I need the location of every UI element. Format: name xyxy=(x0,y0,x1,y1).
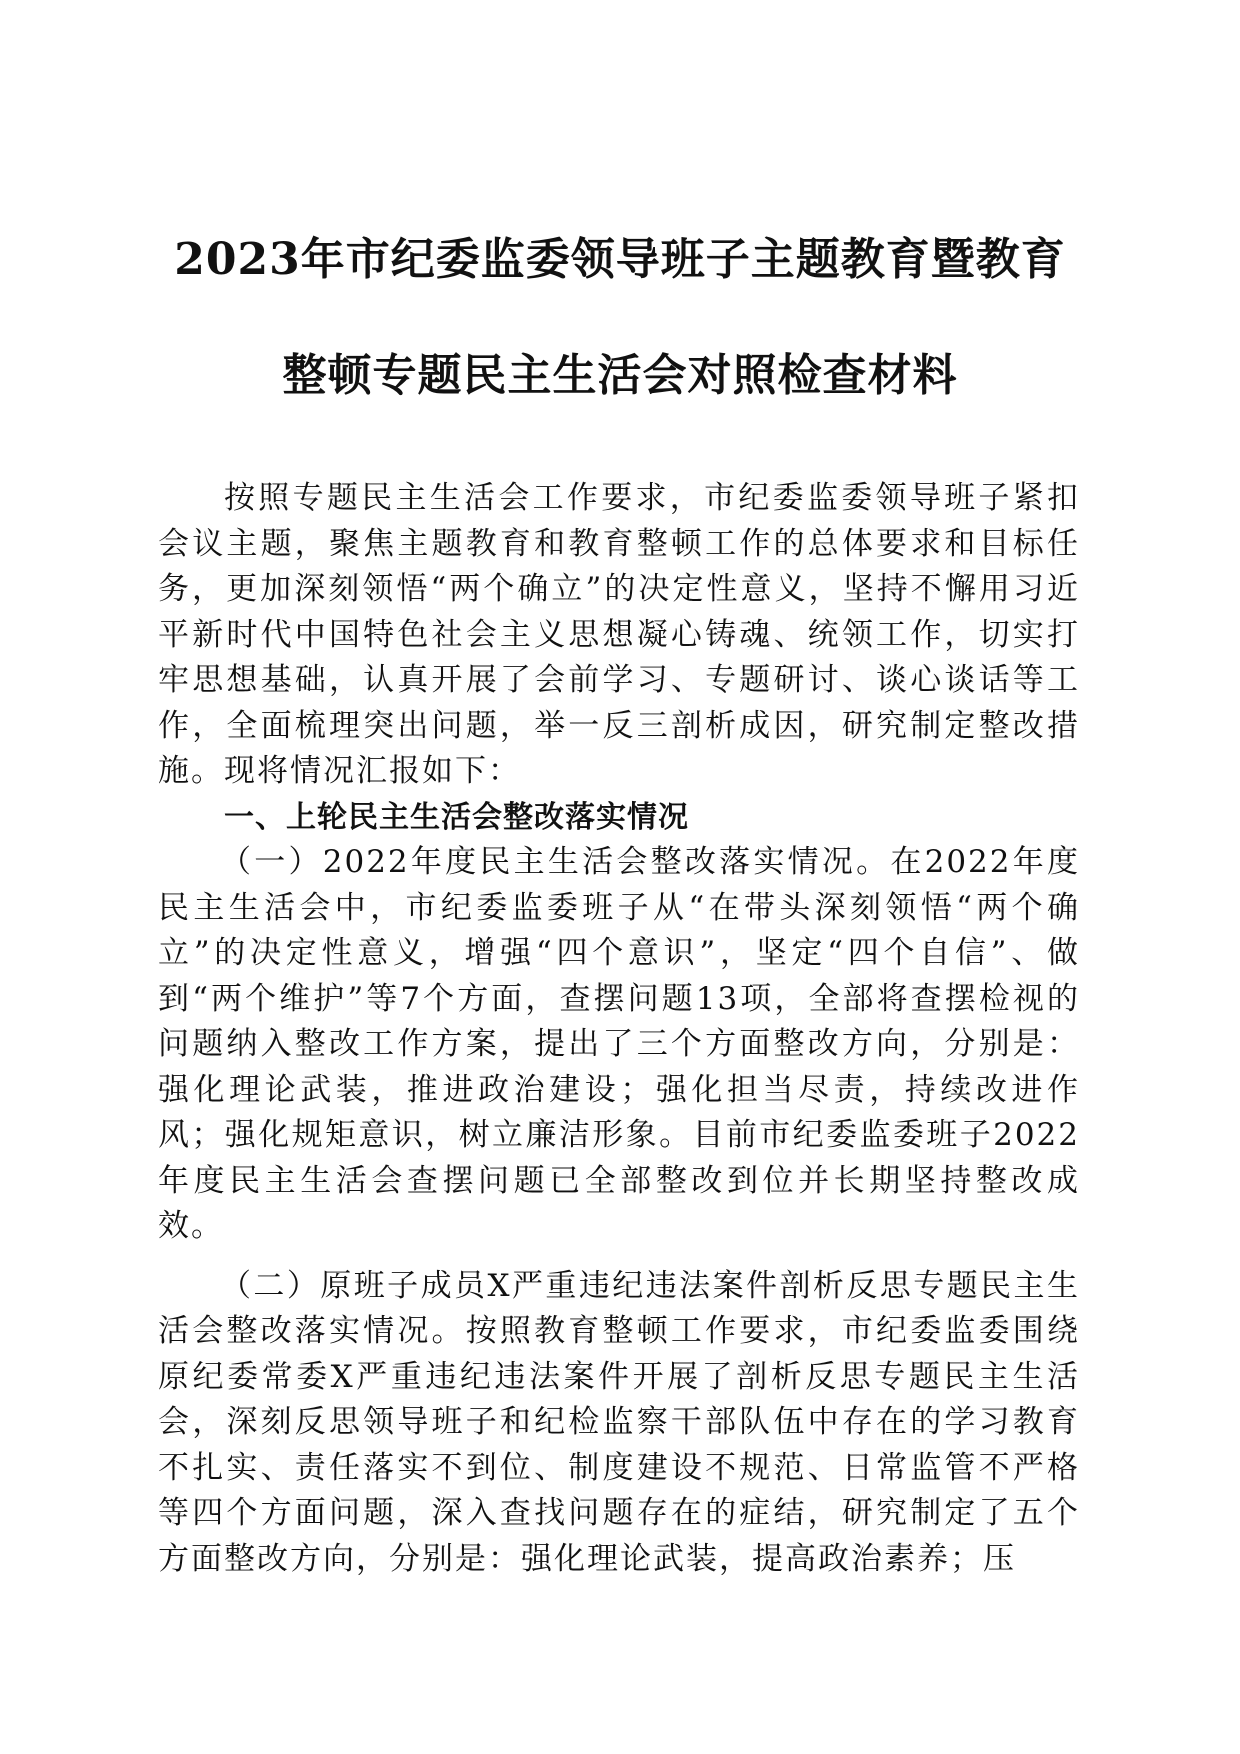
document-title-line-2: 整顿专题民主生活会对照检查材料 xyxy=(282,350,958,401)
section-1-paragraph-2: （二）原班子成员X严重违纪违法案件剖析反思专题民主生活会整改落实情况。按照教育整顿工作要求，市纪委监委围绕原纪委常委X严重违纪违法案件开展了剖析反思专题民主生活会，深刻反思领导班子和纪检监察干部队伍中存在的学习教育不扎实、责任落实不到位、制度建设不规范、日常监管不严格等四个方面问题，深入查找问题存在的症结，研究制定了五个方面整改方向，分别是：强化理论武装，提高政治素养；压 xyxy=(158,1267,1080,1577)
intro-paragraph: 按照专题民主生活会工作要求，市纪委监委领导班子紧扣会议主题，聚焦主题教育和教育整顿工作的总体要求和目标任务，更加深刻领悟“两个确立”的决定性意义，坚持不懈用习近平新时代中国特色社会主义思想凝心铸魂、统领工作，切实打牢思想基础，认真开展了会前学习、专题研讨、谈心谈话等工作，全面梳理突出问题，举一反三剖析成因，研究制定整改措施。现将情况汇报如下： xyxy=(158,480,1080,789)
section-1-paragraph-1: （一）2022年度民主生活会整改落实情况。在2022年度民主生活会中，市纪委监委班子从“在带头深刻领悟“两个确立”的决定性意义，增强“四个意识”，坚定“四个自信”、做到“两个维护”等7个方面，查摆问题13项，全部将查摆检视的问题纳入整改工作方案，提出了三个方面整改方向，分别是：强化理论武装，推进政治建设；强化担当尽责，持续改进作风；强化规矩意识，树立廉洁形象。目前市纪委监委班子2022年度民主生活会查摆问题已全部整改到位并长期坚持整改成效。 xyxy=(158,844,1080,1244)
document-title-line-1: 2023年市纪委监委领导班子主题教育暨教育 xyxy=(174,234,1066,285)
document-body xyxy=(158,476,1080,1582)
section-heading-1: 一、上轮民主生活会整改落实情况 xyxy=(224,799,689,835)
